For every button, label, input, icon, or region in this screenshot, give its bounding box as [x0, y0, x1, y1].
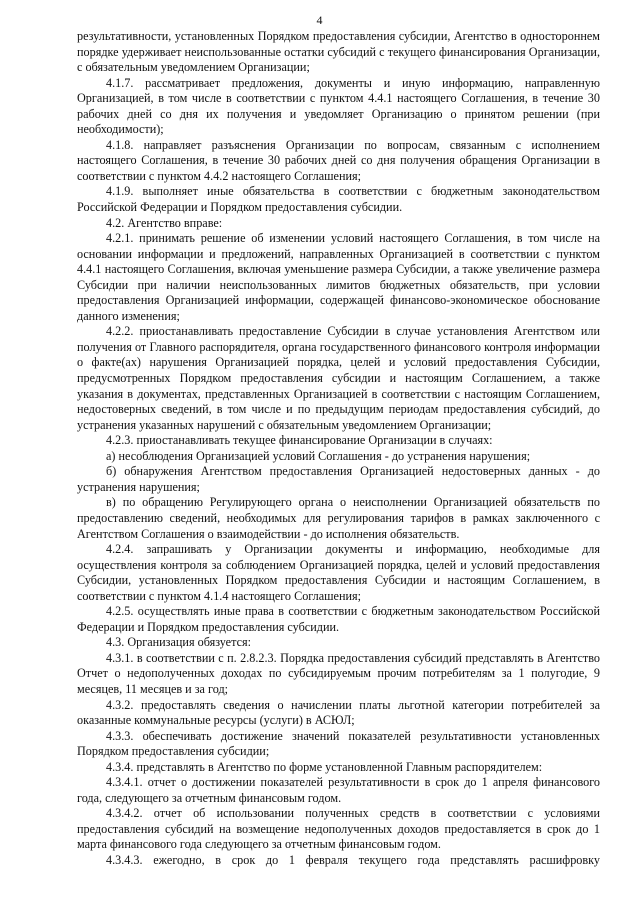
paragraph: 4.2.3. приостанавливать текущее финансирование Организации в случаях: [106, 433, 493, 448]
paragraph: 4.1.9. выполняет иные обязательства в соответствии с бюджетным законодательством Российской Федерации и Порядком предоставления субсидии. [77, 184, 600, 215]
paragraph: 4.2. Агентство вправе: [106, 215, 223, 230]
paragraph: 4.3.1. в соответствии с п. 2.8.2.3. Порядка предоставления субсидий представлять в Агентство Отчет о недополученных доходах по субсидируемым прочим потребителям за 1 полугодие, 9 месяцев, 11 месяцев и за год; [77, 650, 600, 696]
paragraph: 4.3. Организация обязуется: [106, 635, 251, 650]
paragraph: 4.3.4.3. ежегодно, в срок до 1 февраля текущего года представлять расшифровку [106, 852, 600, 867]
paragraph: в) по обращению Регулирующего органа о неисполнении Организацией обязательств по предоставлению сведений, необходимых для регулирования тарифов в рамках заключенного с Агентством Соглашения о взаимодействии - до исполнения обязательств. [77, 495, 600, 541]
paragraph: б) обнаружения Агентством предоставления Организацией недостоверных данных - до устранения нарушения; [77, 464, 600, 494]
paragraph: результативности, установленных Порядком предоставления субсидии, Агентство в одностороннем порядке удерживает неиспользованные остатки субсидий с текущего финансирования Организации, с обязательным уведомлением Организации; [77, 29, 600, 75]
paragraph: 4.1.7. рассматривает предложения, документы и иную информацию, направленную Организацией, в том числе в соответствии с пунктом 4.4.1 настоящего Соглашения, в течение 30 рабочих дней со дня их получения и уведомляет Организацию о принятом решении (при необходимости); [77, 75, 600, 137]
paragraph: 4.1.8. направляет разъяснения Организации по вопросам, связанным с исполнением настоящего Соглашения, в течение 30 рабочих дней со дня получения обращения Организации в соответствии с пунктом 4.4.2 настоящего Соглашения; [77, 137, 600, 183]
paragraph: 4.3.4. представлять в Агентство по форме установленной Главным распорядителем: [106, 759, 543, 774]
paragraph: 4.2.1. принимать решение об изменении условий настоящего Соглашения, в том числе на основании информации и предложений, направленных Организацией в соответствии с пунктом 4.4.1 настоящего Соглашения, включая уменьшение размера Субсидии, а также увеличение размера Субсидии при наличии неиспользованных лимитов бюджетных обязательств, при условии предоставления Организацией информации, содержащей финансово-экономическое обоснование данного изменения; [77, 231, 600, 323]
paragraph: 4.3.3. обеспечивать достижение значений показателей результативности установленных Порядком предоставления субсидии; [77, 728, 600, 759]
paragraph: 4.3.4.2. отчет об использовании полученных средств в соответствии с условиями предоставления субсидий на возмещение недополученных доходов предоставляется в срок до 1 марта финансового года следующего за отчетным финансовым годом. [77, 806, 600, 852]
page-number: 4 [316, 13, 323, 27]
paragraph: а) несоблюдения Организацией условий Соглашения - до устранения нарушения; [106, 448, 531, 463]
document-body [77, 29, 600, 869]
paragraph: 4.2.4. запрашивать у Организации документы и информацию, необходимые для осуществления контроля за соблюдением Организацией порядка, целей и условий предоставления Субсидии, установленных Порядком предоставления Субсидии и настоящим Соглашением, в соответствии с пунктом 4.1.4 настоящего Соглашения; [77, 542, 600, 603]
paragraph: 4.2.5. осуществлять иные права в соответствии с бюджетным законодательством Российской Федерации и Порядком предоставления субсидии. [77, 604, 600, 634]
paragraph: 4.2.2. приостанавливать предоставление Субсидии в случае установления Агентством или получения от Главного распорядителя, органа государственного финансового контроля информации о факте(ах) нарушения Организацией порядка, целей и условий предоставления Субсидии, предусмотренных Порядком предоставления субсидии и настоящим Соглашением, а также указания в документах, представленных Организацией в соответствии с настоящим Соглашением, недостоверных сведений, в том числе и по предыдущим периодам предоставления субсидий, до устранения указанных нарушений с обязательным уведомлением Организации; [77, 324, 600, 432]
paragraph: 4.3.2. предоставлять сведения о начислении платы льготной категории потребителей за оказанные коммунальные ресурсы (услуги) в АСЮЛ; [77, 697, 600, 728]
paragraph: 4.3.4.1. отчет о достижении показателей результативности в срок до 1 апреля финансового года, следующего за отчетным финансовым годом. [77, 775, 600, 805]
